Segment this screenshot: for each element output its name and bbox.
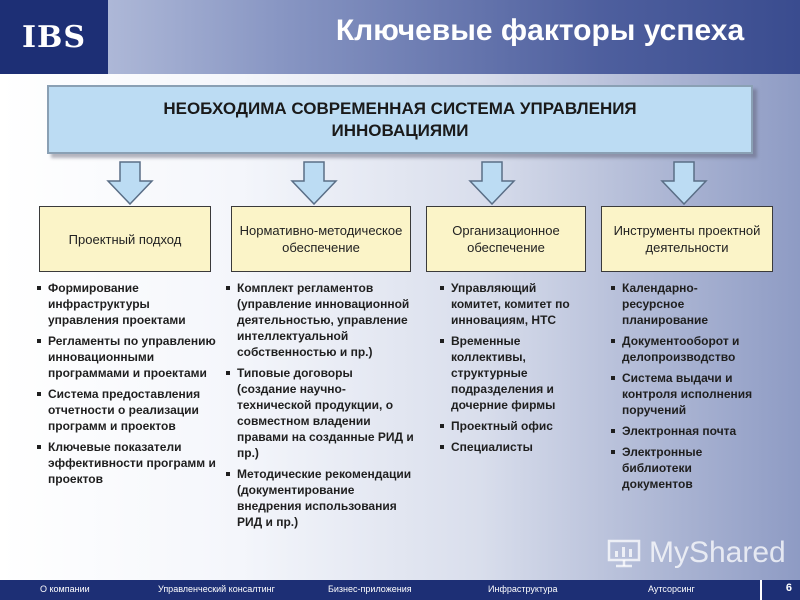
logo-text: IBS — [21, 19, 87, 55]
footer-divider — [760, 580, 762, 600]
list-item: Формирование инфраструктуры управления проектами — [36, 280, 216, 328]
ibs-logo[interactable] — [0, 0, 108, 74]
list-item: Система предоставления отчетности о реализации программ и проектов — [36, 386, 216, 434]
column-project-approach — [36, 280, 216, 492]
down-arrow-icon — [290, 161, 338, 205]
list-item: Электронные библиотеки документов — [610, 444, 760, 492]
down-arrow-icon — [660, 161, 708, 205]
column-organizational-support — [439, 280, 579, 460]
list-item: Методические рекомендации (документирование внедрения использования РИД и пр.) — [225, 466, 415, 530]
column-project-tools — [610, 280, 760, 497]
page-title: Ключевые факторы успеха — [335, 14, 745, 47]
list-item: Ключевые показатели эффективности программ и проектов — [36, 439, 216, 487]
list-item: Комплект регламентов (управление инновационной деятельностью, управление интеллектуальной собственностью и пр.) — [225, 280, 415, 360]
footer-link-consulting[interactable]: Управленческий консалтинг — [158, 584, 275, 594]
watermark-text: MyShared — [649, 536, 786, 569]
column-normative-support — [225, 280, 415, 535]
footer-link-outsourcing[interactable]: Аутсорсинг — [648, 584, 695, 594]
footer-link-about[interactable]: О компании — [40, 584, 90, 594]
list-item: Документооборот и делопроизводство — [610, 333, 760, 365]
list-item: Проектный офис — [439, 418, 579, 434]
list-item: Специалисты — [439, 439, 579, 455]
down-arrow-icon — [106, 161, 154, 205]
footer-link-infrastructure[interactable]: Инфраструктура — [488, 584, 558, 594]
list-item: Календарно-ресурсное планирование — [610, 280, 760, 328]
header-bar — [0, 0, 800, 74]
down-arrow-icon — [468, 161, 516, 205]
list-item: Типовые договоры (создание научно-технической продукции, о совместном владении правами на созданные РИД и пр.) — [225, 365, 415, 461]
list-item: Регламенты по управлению инновационными программами и проектами — [36, 333, 216, 381]
footer-nav — [0, 580, 800, 600]
box-organizational-support: Организационное обеспечение — [426, 206, 586, 272]
box-normative-support: Нормативно-методическое обеспечение — [231, 206, 411, 272]
main-banner: НЕОБХОДИМА СОВРЕМЕННАЯ СИСТЕМА УПРАВЛЕНИЯ ИННОВАЦИЯМИ — [47, 85, 753, 154]
box-project-approach: Проектный подход — [39, 206, 211, 272]
list-item: Система выдачи и контроля исполнения поручений — [610, 370, 760, 418]
list-item: Управляющий комитет, комитет по инновациям, НТС — [439, 280, 579, 328]
list-item: Временные коллективы, структурные подразделения и дочерние фирмы — [439, 333, 579, 413]
watermark — [607, 536, 786, 570]
page-number: 6 — [785, 582, 792, 594]
box-project-tools: Инструменты проектной деятельности — [601, 206, 773, 272]
list-item: Электронная почта — [610, 423, 760, 439]
footer-link-business-apps[interactable]: Бизнес-приложения — [328, 584, 412, 594]
presentation-icon — [607, 538, 641, 568]
